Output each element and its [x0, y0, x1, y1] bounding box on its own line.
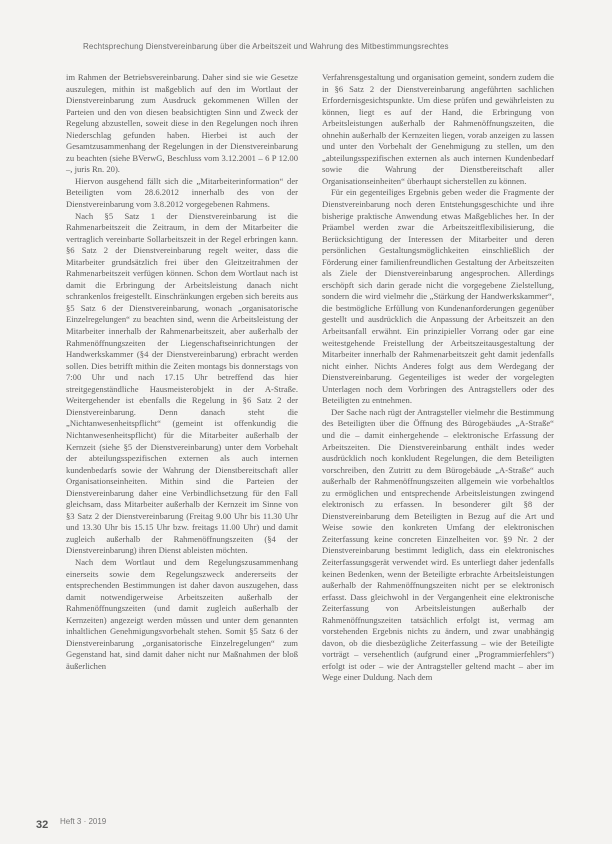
- paragraph: Nach dem Wortlaut und dem Regelungszusammenhang einerseits sowie dem Regelungszweck andererseits der entsprechenden Bestimmungen ist daher davon auszugehen, dass damit notwendigerweise Arbeitszeiten außerhalb der Rahmenöffnungszeiten (und damit zugleich außerhalb der Kernzeiten) angezeigt werden müssen und unter dem genannten inhaltlichen Genehmigungsvorbehalt stehen. Somit §5 Satz 6 der Dienstvereinbarung „organisatorische Einzelregelungen“ zum Gegenstand hat, sind damit daher nicht nur Maßnahmen der bloß äußerlichen: [66, 556, 298, 671]
- running-head: Rechtsprechung Dienstvereinbarung über die Arbeitszeit und Wahrung des Mitbestimmungsrechtes: [83, 42, 449, 51]
- paragraph: Hiervon ausgehend fällt sich die „Mitarbeiterinformation“ der Beteiligten vom 28.6.2012 innerhalb des von der Dienstvereinbarung vom 3.8.2012 vorgegebenen Rahmens.: [66, 175, 298, 210]
- page-footer: [36, 815, 107, 833]
- issue-label: Heft 3 · 2019: [60, 817, 107, 826]
- page-number: 32: [36, 819, 49, 831]
- paragraph: Nach §5 Satz 1 der Dienstvereinbarung ist die Rahmenarbeitszeit die Zeitraum, in dem der Mitarbeiter die vertraglich vereinbarte Sollarbeitszeit in der Regel erbringen kann. §6 Satz 2 der Dienstvereinbarung regelt weiter, dass die Mitarbeiter grundsätzlich frei über den Gleitzeitrahmen der Rahmenarbeitszeit verfügen können. Schon dem Wortlaut nach ist damit die Erbringung der Arbeitsleistung danach nicht schrankenlos freigestellt. Einschränkungen ergeben sich bereits aus §5 Satz 6 der Dienstvereinbarung, wonach „organisatorische Einzelregelungen“ zu beachten sind, wenn die Arbeitsleistung der Mitarbeiter innerhalb der Rahmenarbeitszeit, aber außerhalb der Rahmenöffnungszeiten der Liegenschaftseinrichtungen der Handwerkskammer (§4 der Dienstvereinbarung) erbracht werden sollen. Dies betrifft mithin die Zeiten montags bis donnerstags von 7:00 Uhr und nach 17.15 Uhr betreffend das hier streitgegenständliche Hausmeisterobjekt in der A-Straße. Weitergehender ist ebenfalls die Regelung in §6 Satz 2 der Dienstvereinbarung. Denn danach steht die „Nichtanwesenheitspflicht“ (gemeint ist offenkundig die Nichtanwesenheitspflicht) für die Mitarbeiter außerhalb der Kernzeit (siehe §5 der Dienstvereinbarung) unter dem Vorbehalt der abteilungsspezifischen externen als auch internen kundenbedarfs sowie der Wahrung der Dienstbereitschaft aller Organisationseinheiten. Mithin sind die Parteien der Dienstvereinbarung daher eine Verbindlichsetzung für den Fall gleichsam, dass Mitarbeiter außerhalb der Kernzeit im Sinne von §3 Satz 2 der Dienstvereinbarung (Freitag 9.00 Uhr bis 11.30 Uhr und 13.30 Uhr bis 15.15 Uhr bzw. freitags 11.00 Uhr) und damit zugleich außerhalb der Rahmenöffnungszeiten (§4 der Dienstvereinbarung) ihren Dienst ableisten möchten.: [66, 210, 298, 556]
- paragraph: Verfahrensgestaltung und organisation gemeint, sondern zudem die in §6 Satz 2 der Dienstvereinbarung angeführten sachlichen Erfordernisgesichtspunkte. Um diese prüfen und gewährleisten zu können, liegt es auf der Hand, die Erbringung von Arbeitsleistungen außerhalb der Rahmenöffnungszeiten, die ohnehin außerhalb der Kernzeiten liegen, vorab anzeigen zu lassen und unter den Vorbehalt der Genehmigung zu stellen, um den „abteilungsspezifischen externen als auch internen Kundenbedarf sowie die Wahrung der Dienstbereitschaft aller Organisationseinheiten“ überhaupt sicherstellen zu können.: [322, 72, 554, 186]
- paragraph: Der Sache nach rügt der Antragsteller vielmehr die Bestimmung des Beteiligten über die Öffnung des Bürogebäudes „A-Straße“ und die – damit einhergehende – elektronische Erfassung der Arbeitszeiten. Die Dienstvereinbarung enthält indes weder ausdrücklich noch konkludent Regelungen, die dem Beteiligten vorschreiben, den Zutritt zu dem Bürogebäude „A-Straße“ auch außerhalb der Rahmenöffnungszeiten allgemein wie vorbehaltlos zu ermöglichen und entsprechende Arbeitsleistungen zwingend elektronisch zu erfassen. In besonderer gilt §8 der Dienstvereinbarung dem Beteiligten in Bezug auf die Art und Weise sowie den konkreten Umfang der elektronischen Zeiterfassung keine concreten Einzelheiten vor. §9 Nr. 2 der Dienstvereinbarung bestimmt lediglich, dass ein elektronisches Zeiterfassungsgerät verwendet wird. Es unterliegt daher jedenfalls keinen Bedenken, wenn der Beteiligte erbrachte Arbeitsleistungen außerhalb der Rahmenöffnungszeiten nicht per se elektronisch erfasst. Dass gleichwohl in der Vergangenheit eine elektronische Zeiterfassung von Arbeitsleistungen außerhalb der Rahmenöffnungszeiten tatsächlich erfolgt ist, vermag am vorstehenden Ergebnis nichts zu ändern, und zwar unabhängig davon, ob die diesbezügliche Zeiterfassung – wie der Beteiligte vorträgt – versehentlich (aufgrund einer „Programmierfehlers“) erfolgt ist oder – wie der Antragsteller geltend macht – aber im Wege einer Duldung. Nach dem: [322, 406, 554, 683]
- left-column: [66, 72, 298, 672]
- right-column: [322, 72, 554, 684]
- paragraph: Für ein gegenteiliges Ergebnis geben weder die Fragmente der Dienstvereinbarung noch deren Entstehungsgeschichte und ihre bisherige praktische Anwendung etwas Maßgebliches her. In der Präambel werden zwar die Arbeitszeitflexibilisierung, die Berücksichtigung der Interessen der Mitarbeiter und deren persönlichen Gestaltungsmöglichkeiten einschließlich der Förderung einer familienfreundlichen Gestaltung der Arbeitszeiten als Ziele der Dienstvereinbarung angesprochen. Allerdings erschöpft sich darin gerade nicht die vorgegebene Zielstellung, sondern die wird vielmehr die „Stärkung der Handwerkskammer“, die bestmögliche Erfüllung von Kundenanforderungen gegenüber gestellt und ausdrücklich die Anpassung der Arbeitszeit an den Arbeitsanfall erwähnt. Ein prinzipieller Vorrang oder gar eine weitestgehende Freistellung der Arbeitszeitausgestaltung der Mitarbeiter innerhalb der Rahmenarbeitszeit geht damit jedenfalls nicht einher. Nichts Anderes folgt aus dem Werdegang der Dienstvereinbarung. Gegenteiliges ist weder der vorgelegten Unterlagen noch dem Vorbringen des Antragstellers oder des Beteiligten zu entnehmen.: [322, 187, 554, 406]
- paragraph: im Rahmen der Betriebsvereinbarung. Daher sind sie wie Gesetze auszulegen, mithin ist maßgeblich auf den im Wortlaut der Dienstvereinbarung zum Ausdruck gekommenen Willen der Parteien und den von diesen beabsichtigten Sinn und Zweck der Regelung abzustellen, soweit diese in den Regelungen noch ihren Niederschlag gefunden haben. Hierbei ist auch der Gesamtzusammenhang der Regelungen in der Dienstvereinbarung zu beachten (siehe BVerwG, Beschluss vom 3.12.2001 – 6 P 12.00 –, juris Rn. 20).: [66, 72, 298, 175]
